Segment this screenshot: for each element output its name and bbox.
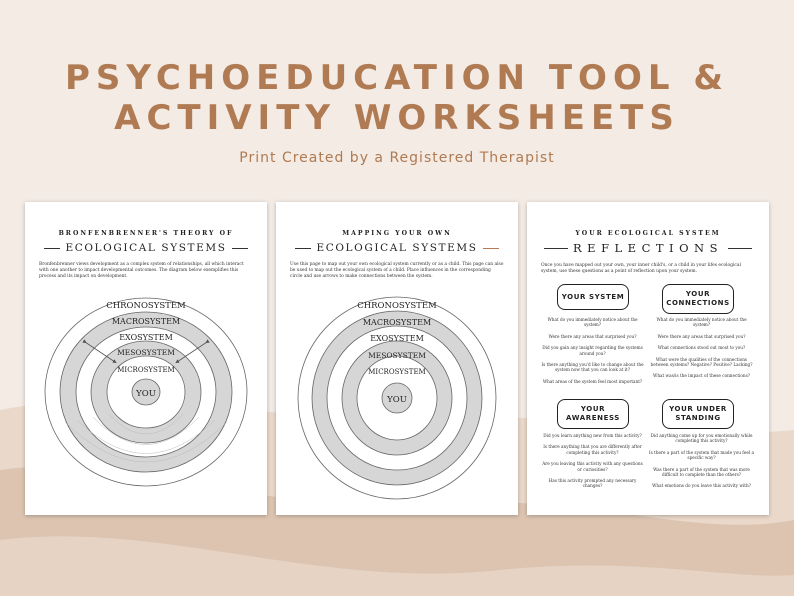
worksheet-mapping: [276, 202, 518, 515]
section-box-your-system: [557, 284, 629, 310]
label-microsystem: MICROSYSTEM: [368, 368, 426, 376]
question: Is there anything you'd like to change about the system now that you can look at it?: [541, 362, 644, 373]
section-box-your-awareness: [557, 399, 629, 429]
section-box-your-understanding: [662, 399, 734, 429]
questions-your-connections: [649, 317, 754, 385]
question: What do you immediately notice about the system?: [656, 317, 747, 328]
label-you: YOU: [136, 389, 156, 399]
label-chronosystem: CHRONOSYSTEM: [106, 301, 186, 311]
question: Has this activity prompted any necessary changes?: [548, 478, 637, 489]
question: Did you gain any insight regarding the systems around you?: [542, 345, 643, 356]
question: Was there a part of the system that was more difficult to complete than the others?: [653, 466, 750, 478]
section-title-line2: CONNECTIONS: [666, 299, 730, 307]
label-exosystem: EXOSYSTEM: [119, 333, 173, 342]
label-chronosystem: CHRONOSYSTEM: [357, 301, 437, 311]
section-title-line1: YOUR: [685, 290, 711, 298]
label-macrosystem: MACROSYSTEM: [111, 317, 181, 326]
sheet3-heading: REFLECTIONS: [573, 241, 723, 255]
question: What connections stood out most to you?: [657, 345, 746, 351]
main-title-line2: ACTIVITY WORKSHEETS: [114, 98, 680, 138]
question: Did you learn anything new from this activity?: [543, 433, 642, 438]
question: Were there any areas that surprised you?: [548, 333, 637, 339]
label-mesosystem: MESOSYSTEM: [368, 351, 426, 360]
question: Is there a part of the system that made you feel a specific way?: [649, 449, 754, 461]
questions-your-awareness: [540, 433, 645, 495]
label-macrosystem: MACROSYSTEM: [362, 318, 432, 327]
sheet2-heading: ECOLOGICAL SYSTEMS: [316, 242, 478, 254]
question: What were the qualities of the connections between systems? Negative? Positive? Lacking?: [650, 356, 753, 368]
section-title-line2: STANDING: [675, 414, 721, 422]
worksheet-theory: [25, 202, 267, 515]
section-title-line1: YOUR UNDER: [669, 405, 727, 413]
label-microsystem: MICROSYSTEM: [117, 366, 175, 374]
question: What do you immediately notice about the system?: [547, 317, 638, 328]
question: Did anything come up for you emotionally while completing this activity?: [650, 433, 753, 444]
sheet1-heading: ECOLOGICAL SYSTEMS: [65, 242, 227, 254]
main-title-line1: PSYCHOEDUCATION TOOL &: [65, 58, 729, 98]
section-title-line2: AWARENESS: [566, 414, 620, 422]
questions-your-understanding: [649, 433, 754, 495]
section-title-line1: YOUR: [580, 405, 606, 413]
sheet3-heading-row: [527, 241, 769, 255]
ecological-diagram-filled: [25, 202, 267, 515]
question: What was/is the impact of these connections?: [653, 373, 750, 379]
ecological-diagram-blank: [276, 202, 518, 515]
heading-rule-right: [728, 248, 752, 249]
sheet3-intro: Once you have mapped out your own, your inner child's, or a child in your lifes ecological system, use these questions as a point of reflection upon your system.: [541, 263, 741, 275]
section-box-your-connections: [662, 284, 734, 314]
sheet1-kicker: BRONFENBRENNER'S THEORY OF: [58, 230, 234, 237]
label-exosystem: EXOSYSTEM: [370, 334, 424, 343]
label-you: YOU: [387, 395, 407, 405]
questions-your-system: [540, 317, 645, 390]
question: Are you leaving this activity with any questions or curiosities?: [542, 461, 643, 472]
sheet2-kicker: MAPPING YOUR OWN: [342, 230, 452, 237]
label-mesosystem: MESOSYSTEM: [117, 348, 175, 357]
question: Were there any areas that surprised you?: [657, 333, 746, 339]
worksheet-reflections: [527, 202, 769, 515]
heading-rule-left: [544, 248, 568, 249]
question: What emotions do you leave this activity with?: [652, 483, 751, 489]
section-title: YOUR SYSTEM: [561, 292, 625, 301]
question: Is there anything that you are differently after completing this activity?: [543, 444, 642, 455]
sheet2-intro: Use this page to map out your own ecological system currently or as a child. This page can also be used to map out the ecological system of a child. Place influences in the corresponding circle and use arrows to make connections between the system.: [290, 262, 504, 280]
sheet1-intro: Bronfenbrenner views development as a complex system of relationships, all which interact with one another to impact developmental outcomes. The diagram below exemplifies this process and its impact on development.: [39, 262, 244, 280]
question: What areas of the system feel most important?: [542, 378, 643, 384]
sheet3-kicker: YOUR ECOLOGICAL SYSTEM: [575, 230, 721, 237]
subtitle: Print Created by a Registered Therapist: [239, 150, 555, 166]
